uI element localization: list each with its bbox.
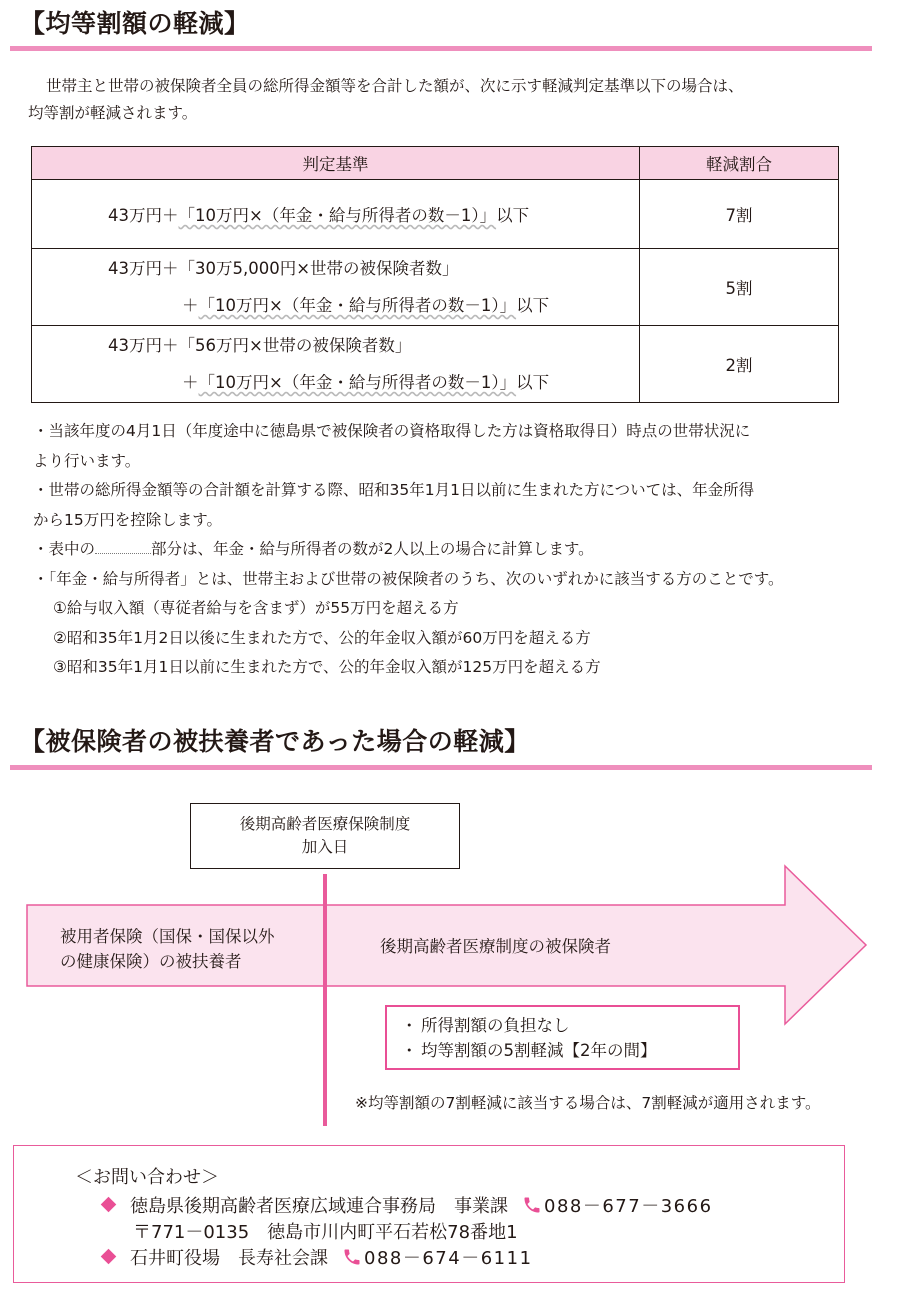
diamond-icon bbox=[101, 1197, 117, 1213]
date-box-line1: 後期高齢者医療保険制度 bbox=[239, 815, 411, 833]
intro-line-1: 世帯主と世帯の被保険者全員の総所得金額等を合計した額が、次に示す軽減判定基準以下の場合は、 bbox=[46, 77, 744, 95]
phone-icon bbox=[522, 1195, 542, 1220]
contact-address: 〒771－0135 徳島市川内町平石若松78番地1 bbox=[133, 1222, 518, 1243]
right-status-label: 後期高齢者医療制度の被保険者 bbox=[380, 937, 611, 956]
benefit-text: 均等割額の5割軽減【2年の間】 bbox=[421, 1041, 657, 1060]
note-1b: より行います。 bbox=[33, 451, 141, 470]
benefit-item bbox=[401, 1013, 738, 1038]
note-2a: ・世帯の総所得金額等の合計額を計算する際、昭和35年1月1日以前に生まれた方については、年金所得 bbox=[33, 481, 755, 499]
rate-cell: 7割 bbox=[640, 180, 839, 249]
rate-cell: 2割 bbox=[640, 326, 839, 403]
left-label-line1: 被用者保険（国保・国保以外 bbox=[60, 927, 275, 946]
phone-icon bbox=[342, 1247, 362, 1272]
criteria-suffix: 以下 bbox=[516, 296, 550, 315]
bullet-dot: ・ bbox=[401, 1016, 418, 1035]
criteria-underlined: 「10万円×（年金・給与所得者の数－1）」 bbox=[198, 373, 517, 392]
underline-sample bbox=[95, 539, 151, 554]
criteria-line2 bbox=[108, 287, 639, 324]
note-3 bbox=[33, 535, 784, 565]
note-1a: ・当該年度の4月1日（年度途中に徳島県で被保険者の資格取得した方は資格取得日）時点の世帯状況に bbox=[33, 422, 751, 440]
contact-org: 石井町役場 長寿社会課 bbox=[130, 1248, 328, 1269]
date-box-line2: 加入日 bbox=[301, 838, 349, 856]
table-row bbox=[32, 249, 839, 326]
header-criteria: 判定基準 bbox=[32, 147, 640, 180]
note-sub-2: ②昭和35年1月2日以後に生まれた方で、公的年金収入額が60万円を超える方 bbox=[53, 628, 591, 647]
criteria-line2 bbox=[108, 364, 639, 401]
plus-sign: ＋ bbox=[182, 373, 199, 392]
note-sub-1: ①給与収入額（専従者給与を含まず）が55万円を超える方 bbox=[53, 599, 459, 617]
section2-title: 【被保険者の被扶養者であった場合の軽減】 bbox=[20, 727, 530, 756]
table-row bbox=[32, 326, 839, 403]
header-rate: 軽減割合 bbox=[640, 147, 839, 180]
criteria-suffix: 以下 bbox=[496, 206, 530, 225]
section1-title: 【均等割額の軽減】 bbox=[20, 9, 250, 38]
enrollment-date-line bbox=[323, 874, 327, 1126]
contact-row-1 bbox=[103, 1192, 713, 1220]
note-sub-3: ③昭和35年1月1日以前に生まれた方で、公的年金収入額が125万円を超える方 bbox=[53, 658, 601, 676]
note-3-post: 部分は、年金・給与所得者の数が2人以上の場合に計算します。 bbox=[151, 540, 594, 558]
contact-tel: 088－674－6111 bbox=[364, 1248, 533, 1269]
note-2b: から15万円を控除します。 bbox=[33, 510, 222, 529]
benefit-box bbox=[385, 1005, 740, 1070]
rate-cell: 5割 bbox=[640, 249, 839, 326]
intro-line-2: 均等割が軽減されます。 bbox=[28, 104, 198, 122]
criteria-table bbox=[31, 146, 839, 403]
criteria-line1: 43万円＋「56万円×世帯の被保険者数」 bbox=[108, 336, 412, 355]
footnote: ※均等割額の7割軽減に該当する場合は、7割軽減が適用されます。 bbox=[355, 1094, 821, 1112]
benefit-text: 所得割額の負担なし bbox=[421, 1016, 570, 1035]
criteria-line1: 43万円＋「30万5,000円×世帯の被保険者数」 bbox=[108, 259, 459, 278]
contact-row-2 bbox=[103, 1244, 533, 1272]
criteria-underlined: 「10万円×（年金・給与所得者の数－1）」 bbox=[178, 206, 497, 225]
diamond-icon bbox=[101, 1249, 117, 1265]
criteria-underlined: 「10万円×（年金・給与所得者の数－1）」 bbox=[198, 296, 517, 315]
criteria-suffix: 以下 bbox=[516, 373, 550, 392]
contact-tel: 088－677－3666 bbox=[544, 1196, 713, 1217]
table-header-row bbox=[32, 147, 839, 180]
contact-org: 徳島県後期高齢者医療広域連合事務局 事業課 bbox=[130, 1196, 508, 1217]
note-4: ・「年金・給与所得者」とは、世帯主および世帯の被保険者のうち、次のいずれかに該当する方のことです。 bbox=[33, 569, 784, 588]
bullet-dot: ・ bbox=[401, 1041, 418, 1060]
table-row bbox=[32, 180, 839, 249]
contact-title: ＜お問い合わせ＞ bbox=[75, 1167, 219, 1188]
benefit-item bbox=[401, 1038, 738, 1063]
section1-intro bbox=[28, 73, 878, 127]
section2-divider bbox=[10, 765, 872, 770]
notes-list bbox=[33, 417, 784, 683]
section1-divider bbox=[10, 46, 872, 51]
plus-sign: ＋ bbox=[182, 296, 199, 315]
criteria-cell bbox=[32, 180, 640, 249]
criteria-cell bbox=[32, 249, 640, 326]
left-status-label bbox=[60, 924, 275, 974]
criteria-cell bbox=[32, 326, 640, 403]
note-3-pre: ・表中の bbox=[33, 540, 96, 558]
left-label-line2: の健康保険）の被扶養者 bbox=[60, 952, 242, 971]
criteria-prefix: 43万円＋ bbox=[108, 206, 179, 225]
